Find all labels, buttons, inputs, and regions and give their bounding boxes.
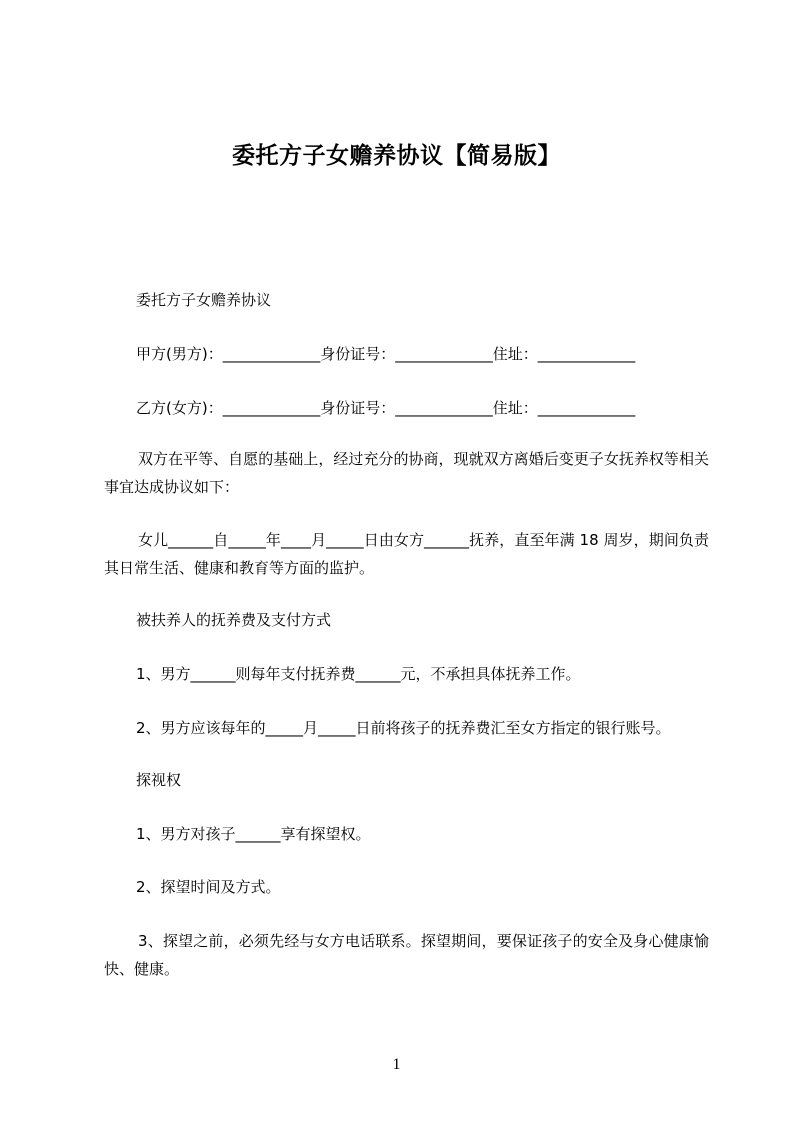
agreement-heading: 委托方子女赡养协议 <box>136 291 272 309</box>
support-clause-2: 2、男方应该每年的_____月_____日前将孩子的抚养费汇至女方指定的银行账号。 <box>136 719 671 737</box>
document-title: 委托方子女赡养协议【简易版】 <box>232 143 561 169</box>
visitation-clause-3: 3、探望之前，必须先经与女方电话联系。探望期间，要保证孩子的安全及身心健康愉快、健康。 <box>104 932 709 978</box>
visitation-section-heading: 探视权 <box>136 771 182 789</box>
support-clause-1: 1、男方______则每年支付抚养费______元，不承担具体抚养工作。 <box>136 665 581 683</box>
party-b-line: 乙方(女方)：_____________身份证号：_____________住址：_____________ <box>136 399 636 417</box>
party-a-line: 甲方(男方)：_____________身份证号：_____________住址：_____________ <box>136 345 636 363</box>
custody-paragraph: 女儿______自_____年____月_____日由女方______抚养，直至年满 18 周岁，期间负责其日常生活、健康和教育等方面的监护。 <box>104 531 709 577</box>
visitation-clause-1: 1、男方对孩子______享有探望权。 <box>136 825 371 843</box>
support-section-heading: 被扶养人的抚养费及支付方式 <box>136 611 332 629</box>
page-number: 1 <box>392 1056 401 1073</box>
visitation-clause-2: 2、探望时间及方式。 <box>136 878 281 896</box>
intro-paragraph: 双方在平等、自愿的基础上，经过充分的协商，现就双方离婚后变更子女抚养权等相关事宜达成协议如下： <box>104 450 709 496</box>
